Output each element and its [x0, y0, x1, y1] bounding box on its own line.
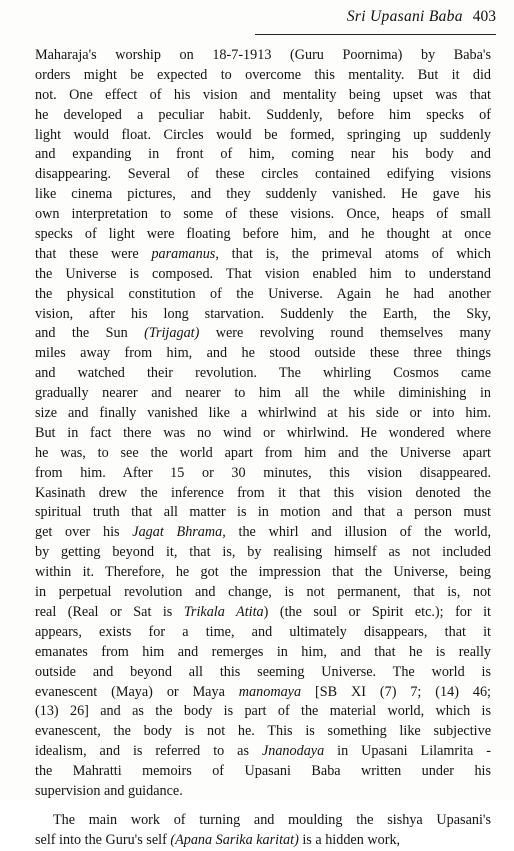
text-line: the Mahratti memoirs of Upasani Baba written under his: [35, 763, 491, 780]
text-line: But in fact there was no wind or whirlwind. He wondered where: [35, 424, 491, 441]
text-line: get over his Jagat Bhrama, the whirl and illusion of the world,: [35, 524, 491, 541]
paragraph-gap: [35, 802, 491, 811]
text-line: evanescent (Maya) or Maya manomaya [SB XI (7) 7; (14) 46;: [35, 683, 491, 700]
text-line: appears, exists for a time, and ultimately disappears, that it: [35, 623, 491, 640]
text-line: supervision and guidance.: [35, 782, 183, 799]
text-line: miles away from him, and he stood outside these three things: [35, 345, 491, 362]
text-line: own interpretation to some of these visions. Once, heaps of small: [35, 206, 491, 223]
text-line: size and finally vanished like a whirlwind at his side or into him.: [35, 405, 491, 422]
text-line: orders might be expected to overcome this mentality. But it did: [35, 66, 491, 83]
text-line: specks of light were floating before him, and he thought at once: [35, 226, 491, 243]
text-line: Kasinath drew the inference from it that this vision denoted the: [35, 484, 491, 501]
text-line: spiritual truth that all matter is in motion and that a person must: [35, 504, 491, 521]
text-line: light would float. Circles would be formed, springing up suddenly: [35, 126, 491, 143]
text-line: The main work of turning and moulding the sishya Upasani's: [53, 811, 491, 828]
text-line: in perpetual revolution and change, is not permanent, that is, not: [35, 584, 491, 601]
header-rule: [255, 34, 496, 35]
text-line: by getting beyond it, that is, by realising himself as not included: [35, 544, 491, 561]
text-line: evanescent, the body is not he. This is something like subjective: [35, 723, 491, 740]
text-line: that these were paramanus, that is, the primeval atoms of which: [35, 245, 492, 262]
text-line: emanates from him and remerges in him, and that he is really: [35, 643, 491, 660]
text-line: like cinema pictures, and they suddenly vanished. He gave his: [35, 186, 491, 203]
text-line: (13) 26] and as the body is part of the material world, which is: [35, 703, 491, 720]
text-line: from him. After 15 or 30 minutes, this vision disappeared.: [35, 464, 491, 481]
text-line: the physical constitution of the Universe. Again he had another: [35, 285, 491, 302]
running-header: [236, 8, 496, 26]
running-header-title: Sri Upasani Baba: [346, 8, 463, 25]
text-line: he was, to see the world apart from him and the Universe apart: [35, 444, 491, 461]
text-line: disappearing. Several of these circles contained edifying visions: [35, 166, 491, 183]
text-line: Maharaja's worship on 18-7-1913 (Guru Poornima) by Baba's: [35, 47, 491, 63]
text-line: and expanding in front of him, coming near his body and: [35, 146, 491, 163]
text-line: and watched their revolution. The whirling Cosmos came: [35, 365, 491, 382]
text-line: within it. Therefore, he got the impression that the Universe, being: [35, 564, 491, 581]
text-line: and the Sun (Trijagat) were revolving round themselves many: [35, 325, 491, 342]
text-line: vision, after his long starvation. Suddenly the Earth, the Sky,: [35, 305, 491, 322]
text-line: he developed a peculiar habit. Suddenly, before him specks of: [35, 106, 491, 123]
text-line: idealism, and is referred to as Jnanodaya in Upasani Lilamrita -: [35, 743, 491, 760]
text-line: real (Real or Sat is Trikala Atita) (the soul or Spirit etc.); for it: [35, 603, 491, 620]
text-line: not. One effect of his vision and mentality being upset was that: [35, 86, 491, 103]
body-text: [35, 46, 491, 851]
text-line: the Universe is composed. That vision enabled him to understand: [35, 265, 491, 282]
text-line: self into the Guru's self (Apana Sarika karitat) is a hidden work,: [35, 831, 401, 848]
text-line: outside and beyond all this seeming Universe. The world is: [35, 663, 491, 680]
text-line: gradually nearer and nearer to him all the while diminishing in: [35, 385, 491, 402]
page-number: 403: [472, 8, 496, 25]
